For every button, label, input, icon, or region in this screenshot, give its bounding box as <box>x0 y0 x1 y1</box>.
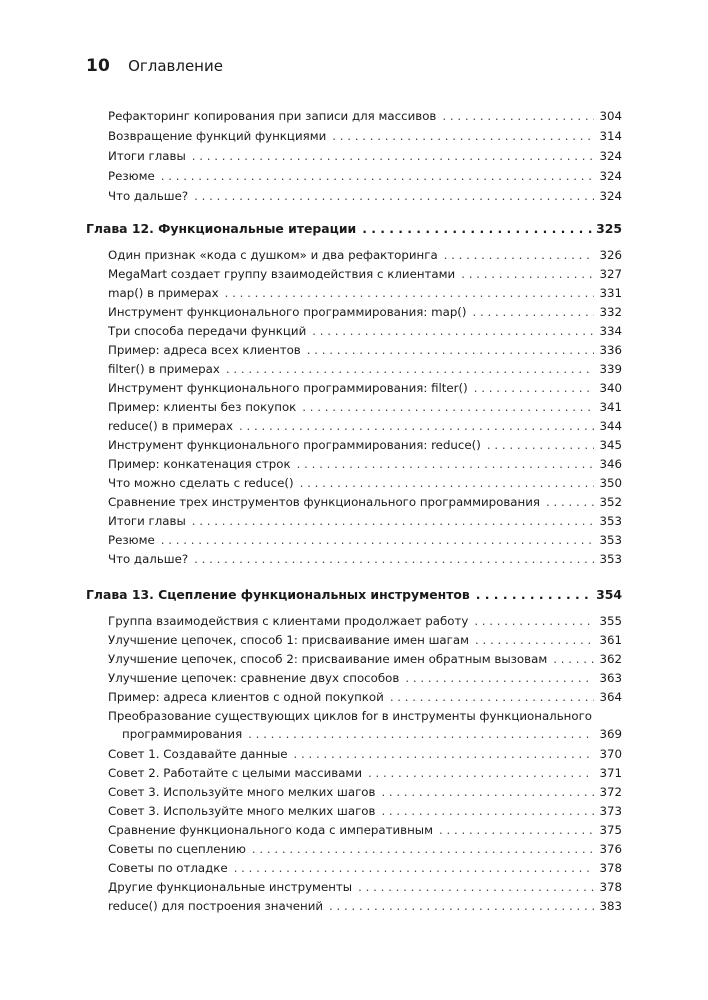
toc-entry-page: 326 <box>599 248 622 262</box>
dot-leader <box>327 897 594 915</box>
toc-entry-title: Пример: адреса всех клиентов <box>108 343 301 357</box>
toc-entry-title: reduce() в примерах <box>108 419 233 433</box>
toc-entry-title-line1: Преобразование существующих циклов for в инструменты функционального <box>108 709 593 723</box>
dot-leader <box>459 265 594 283</box>
toc-entry-title: Сравнение функционального кода с императивным <box>108 823 434 837</box>
dot-leader <box>223 284 594 302</box>
toc-entry[interactable] <box>108 650 622 668</box>
toc-entry[interactable] <box>108 631 622 649</box>
dot-leader <box>544 493 594 511</box>
dot-leader <box>442 246 594 264</box>
toc-entry-title: Возвращение функций функциями <box>108 129 327 143</box>
toc-entry-page: 383 <box>599 899 622 913</box>
dot-leader <box>232 859 594 877</box>
toc-entry-title: filter() в примерах <box>108 362 220 376</box>
dot-leader <box>310 322 594 340</box>
toc-entry-title: Что дальше? <box>108 552 189 566</box>
toc-entry-title: Совет 2. Работайте с целыми массивами <box>108 766 362 780</box>
toc-entry-page: 340 <box>599 381 622 395</box>
dot-leader <box>190 147 594 165</box>
toc-entry-title: Пример: адреса клиентов с одной покупкой <box>108 690 384 704</box>
dot-leader <box>250 840 594 858</box>
toc-entry[interactable] <box>108 455 622 473</box>
toc-entry-page: 373 <box>599 804 622 818</box>
toc-entry[interactable] <box>108 783 622 801</box>
toc-entry[interactable] <box>108 897 622 915</box>
toc-entry-title: Итоги главы <box>108 514 186 528</box>
toc-entry-page: 336 <box>599 343 622 357</box>
toc-entry-title: Советы по сцеплению <box>108 842 246 856</box>
toc-entry[interactable] <box>108 474 622 492</box>
toc-entry[interactable] <box>108 147 622 165</box>
dot-leader <box>190 512 594 530</box>
toc-entry-page: 352 <box>599 495 622 509</box>
dot-leader <box>403 669 594 687</box>
dot-leader <box>471 303 594 321</box>
dot-leader <box>305 341 594 359</box>
toc-entry-page: 353 <box>599 552 622 566</box>
toc-entry-title: Улучшение цепочек, способ 2: присваивание имен обратным вызовам <box>108 652 548 666</box>
toc-entry-page: 331 <box>599 286 622 300</box>
toc-entry-page: 314 <box>599 129 622 143</box>
dot-leader <box>295 455 594 473</box>
toc-entry[interactable] <box>108 167 622 185</box>
toc-entry[interactable] <box>108 360 622 378</box>
toc-entry[interactable] <box>108 550 622 568</box>
toc-entry-multiline[interactable] <box>108 707 622 743</box>
toc-entry-page: 363 <box>599 671 622 685</box>
toc-entry-title: Улучшение цепочек, способ 1: присваивание имен шагам <box>108 633 469 647</box>
toc-entry-page: 339 <box>599 362 622 376</box>
toc-entry-title: Три способа передачи функций <box>108 324 307 338</box>
toc-entry[interactable] <box>108 341 622 359</box>
toc-chapter-13[interactable] <box>86 585 622 605</box>
toc-entry[interactable] <box>108 417 622 435</box>
toc-entry[interactable] <box>108 107 622 125</box>
toc-entry-title: Группа взаимодействия с клиентами продолжает работу <box>108 614 469 628</box>
toc-entry-page: 350 <box>599 476 622 490</box>
toc-entry-title: Совет 3. Используйте много мелких шагов <box>108 785 376 799</box>
toc-entry[interactable] <box>108 398 622 416</box>
toc-entry-page: 370 <box>599 747 622 761</box>
toc-entry[interactable] <box>108 436 622 454</box>
toc-entry[interactable] <box>108 821 622 839</box>
toc-entry-page: 324 <box>599 169 622 183</box>
toc-entry-page: 332 <box>599 305 622 319</box>
toc-entry[interactable] <box>108 688 622 706</box>
toc-entry-page: 353 <box>599 514 622 528</box>
toc-entry[interactable] <box>108 322 622 340</box>
toc-entry-title: Итоги главы <box>108 149 186 163</box>
toc-entry[interactable] <box>108 802 622 820</box>
toc-entry-title: Что дальше? <box>108 189 189 203</box>
toc-entry-page: 344 <box>599 419 622 433</box>
toc-entry-page: 372 <box>599 785 622 799</box>
toc-entry-page: 341 <box>599 400 622 414</box>
toc-entry-title: Пример: конкатенация строк <box>108 457 291 471</box>
toc-entry-title: reduce() для построения значений <box>108 899 324 913</box>
page-number: 10 <box>86 56 111 76</box>
dot-leader <box>379 802 594 820</box>
toc-entry[interactable] <box>108 745 622 763</box>
dot-leader <box>192 550 594 568</box>
dot-leader <box>224 360 594 378</box>
dot-leader <box>360 219 592 239</box>
toc-entry[interactable] <box>108 859 622 877</box>
toc-entry[interactable] <box>108 246 622 264</box>
dot-leader <box>366 764 594 782</box>
dot-leader <box>474 585 592 605</box>
toc-entry-page: 378 <box>599 880 622 894</box>
toc-entry-title: Инструмент функционального программирования: map() <box>108 305 467 319</box>
toc-entry[interactable] <box>108 512 622 530</box>
toc-entry[interactable] <box>108 840 622 858</box>
toc-entry-title: map() в примерах <box>108 286 219 300</box>
toc-entry[interactable] <box>108 493 622 511</box>
toc-entry-title: Один признак «кода с душком» и два рефакторинга <box>108 248 438 262</box>
toc-entry-line2 <box>108 725 622 743</box>
toc-entry[interactable] <box>108 612 622 630</box>
toc-entry-page: 353 <box>599 533 622 547</box>
toc-entry-title: Резюме <box>108 169 155 183</box>
dot-leader <box>440 107 594 125</box>
dot-leader <box>473 631 594 649</box>
toc-entry-title: Инструмент функционального программирования: filter() <box>108 381 468 395</box>
chapter-title: Глава 12. Функциональные итерации <box>86 221 357 236</box>
chapter-title: Глава 13. Сцепление функциональных инструментов <box>86 587 470 602</box>
toc-entry-page: 355 <box>599 614 622 628</box>
dot-leader <box>237 417 594 435</box>
toc-entry-page: 324 <box>599 149 622 163</box>
toc-entry-title: Инструмент функционального программирования: reduce() <box>108 438 481 452</box>
toc-entry-title: Совет 3. Используйте много мелких шагов <box>108 804 376 818</box>
dot-leader <box>192 187 594 205</box>
toc-entry[interactable] <box>108 379 622 397</box>
toc-entry-page: 361 <box>599 633 622 647</box>
dot-leader <box>356 878 594 896</box>
toc-entry-page: 371 <box>599 766 622 780</box>
dot-leader <box>379 783 594 801</box>
dot-leader <box>292 745 594 763</box>
running-title: Оглавление <box>128 57 223 75</box>
toc-entry[interactable] <box>108 878 622 896</box>
toc-entry-page: 346 <box>599 457 622 471</box>
toc-entry-page: 304 <box>599 109 622 123</box>
toc-entry-page: 364 <box>599 690 622 704</box>
dot-leader <box>298 474 594 492</box>
toc-entry-page: 378 <box>599 861 622 875</box>
toc-entry[interactable] <box>108 187 622 205</box>
toc-entry[interactable] <box>108 265 622 283</box>
toc-entry-title: Советы по отладке <box>108 861 228 875</box>
toc-chapter-12[interactable] <box>86 219 622 239</box>
toc-entry[interactable] <box>108 669 622 687</box>
toc-entry-title: Пример: клиенты без покупок <box>108 400 297 414</box>
toc-entry-title: Улучшение цепочек: сравнение двух способов <box>108 671 400 685</box>
toc-entry-page: 324 <box>599 189 622 203</box>
toc-entry[interactable] <box>108 303 622 321</box>
toc-entry-page: 376 <box>599 842 622 856</box>
toc-entry[interactable] <box>108 127 622 145</box>
dot-leader <box>472 379 594 397</box>
dot-leader <box>159 531 594 549</box>
dot-leader <box>388 688 594 706</box>
chapter-page: 325 <box>596 221 622 236</box>
dot-leader <box>246 725 594 743</box>
dot-leader <box>330 127 594 145</box>
toc-entry-page: 362 <box>599 652 622 666</box>
dot-leader <box>159 167 594 185</box>
toc-entry-page: 369 <box>599 727 622 741</box>
toc-entry-title: Рефакторинг копирования при записи для массивов <box>108 109 437 123</box>
dot-leader <box>300 398 594 416</box>
toc-entry-page: 327 <box>599 267 622 281</box>
toc-entry[interactable] <box>108 284 622 302</box>
dot-leader <box>485 436 594 454</box>
toc-entry-page: 334 <box>599 324 622 338</box>
toc-entry-title: Резюме <box>108 533 155 547</box>
toc-entry-title: Совет 1. Создавайте данные <box>108 747 288 761</box>
toc-entry-title: MegaMart создает группу взаимодействия с клиентами <box>108 267 456 281</box>
dot-leader <box>437 821 594 839</box>
toc-entry[interactable] <box>108 531 622 549</box>
toc-entry-page: 345 <box>599 438 622 452</box>
toc-entry-title: Что можно сделать с reduce() <box>108 476 294 490</box>
running-head <box>86 56 223 80</box>
chapter-page: 354 <box>596 587 622 602</box>
dot-leader <box>472 612 594 630</box>
toc-entry-title-line2: программирования <box>122 727 243 741</box>
toc-entry-title: Сравнение трех инструментов функционального программирования <box>108 495 540 509</box>
toc-entry[interactable] <box>108 764 622 782</box>
dot-leader <box>551 650 594 668</box>
toc-entry-page: 375 <box>599 823 622 837</box>
toc-entry-title: Другие функциональные инструменты <box>108 880 353 894</box>
